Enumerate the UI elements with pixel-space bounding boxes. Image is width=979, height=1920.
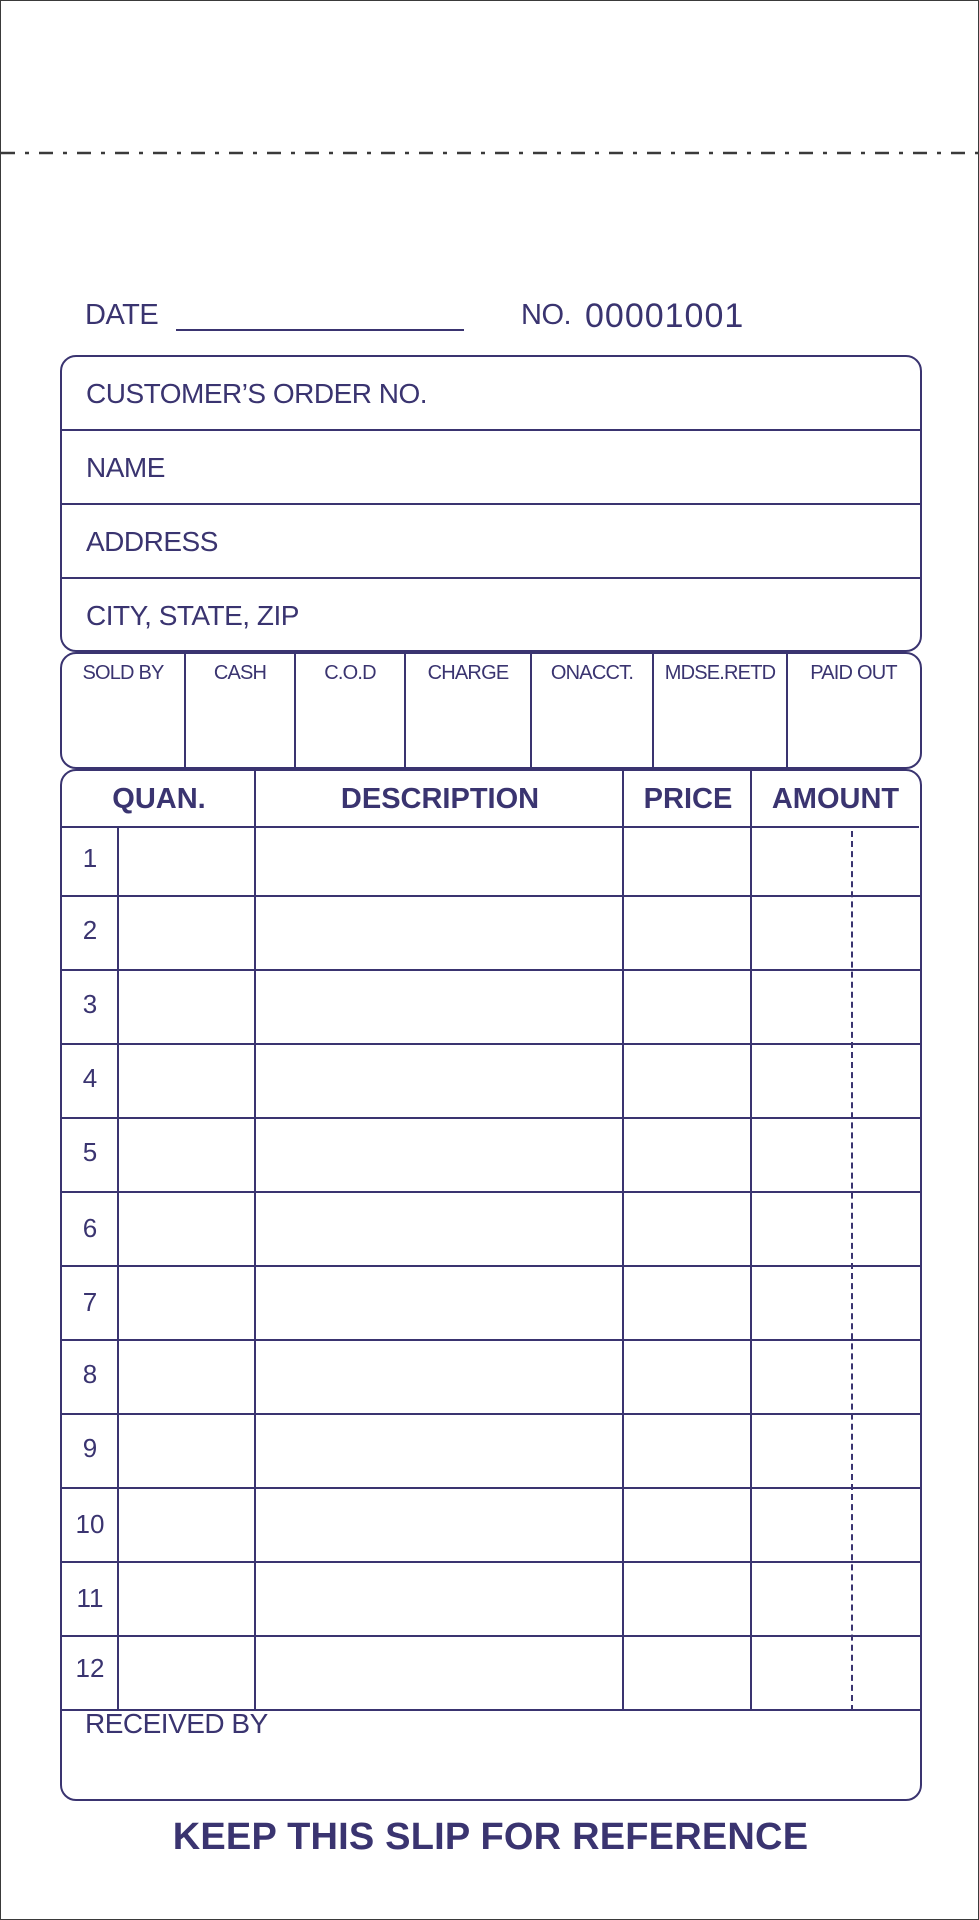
description-column-header: DESCRIPTION	[256, 771, 624, 828]
name-label: NAME	[86, 452, 165, 483]
on-account-cell[interactable]	[532, 654, 654, 767]
row-divider	[62, 1191, 920, 1193]
city-state-zip-field[interactable]	[62, 579, 920, 653]
row-divider	[62, 1117, 920, 1119]
row-divider	[62, 1265, 920, 1267]
row-number-divider	[117, 828, 119, 1711]
sold-by-label: SOLD BY	[82, 662, 164, 684]
row-number-6: 6	[82, 1213, 98, 1243]
charge-label: CHARGE	[427, 662, 509, 684]
customer-info-box	[60, 355, 922, 652]
merchandise-returned-cell[interactable]	[654, 654, 788, 767]
customer-order-no-label: CUSTOMER’S ORDER NO.	[86, 378, 428, 409]
row-divider	[62, 1043, 920, 1045]
cod-label: C.O.D	[324, 662, 376, 684]
amount-cents-divider	[851, 831, 853, 1711]
paid-out-label: PAID OUT	[810, 662, 897, 684]
perforation-line	[1, 151, 979, 154]
received-by-label: RECEIVED BY	[85, 1708, 268, 1739]
row-number-5: 5	[82, 1137, 98, 1167]
customer-order-no-field[interactable]	[62, 357, 920, 431]
address-field[interactable]	[62, 505, 920, 579]
sold-by-cell[interactable]	[62, 654, 186, 767]
name-field[interactable]	[62, 431, 920, 505]
price-column-header: PRICE	[624, 771, 752, 828]
items-table	[60, 769, 922, 1801]
slip-number: 00001001	[585, 297, 745, 335]
row-divider	[62, 1487, 920, 1489]
date-label: DATE	[85, 299, 159, 331]
row-divider	[62, 1413, 920, 1415]
number-label: NO.	[521, 299, 572, 331]
date-line[interactable]	[176, 329, 464, 331]
on-account-label: ONACCT.	[550, 662, 634, 684]
row-number-8: 8	[82, 1359, 98, 1389]
row-number-12: 12	[75, 1653, 105, 1683]
row-number-4: 4	[82, 1063, 98, 1093]
cod-cell[interactable]	[296, 654, 406, 767]
cash-cell[interactable]	[186, 654, 296, 767]
row-number-10: 10	[75, 1509, 105, 1539]
paid-out-cell[interactable]	[788, 654, 919, 767]
row-number-11: 11	[76, 1583, 104, 1613]
column-divider	[750, 771, 752, 1711]
row-number-7: 7	[82, 1287, 98, 1317]
row-divider	[62, 969, 920, 971]
row-divider	[62, 1339, 920, 1341]
column-divider	[622, 771, 624, 1711]
row-number-9: 9	[82, 1433, 98, 1463]
city-state-zip-label: CITY, STATE, ZIP	[86, 600, 299, 631]
row-divider	[62, 1635, 920, 1637]
address-label: ADDRESS	[86, 526, 218, 557]
row-number-3: 3	[82, 989, 98, 1019]
merchandise-returned-label: MDSE.RETD	[664, 662, 776, 684]
row-number-2: 2	[82, 915, 98, 945]
cash-label: CASH	[213, 662, 267, 684]
row-divider	[62, 1561, 920, 1563]
row-number-1: 1	[82, 843, 98, 873]
quantity-column-header: QUAN.	[62, 771, 256, 828]
charge-cell[interactable]	[406, 654, 532, 767]
payment-type-box	[60, 652, 922, 769]
amount-column-header: AMOUNT	[752, 771, 919, 828]
row-divider	[62, 895, 920, 897]
footer-note: KEEP THIS SLIP FOR REFERENCE	[172, 1816, 809, 1858]
column-divider	[254, 771, 256, 1711]
